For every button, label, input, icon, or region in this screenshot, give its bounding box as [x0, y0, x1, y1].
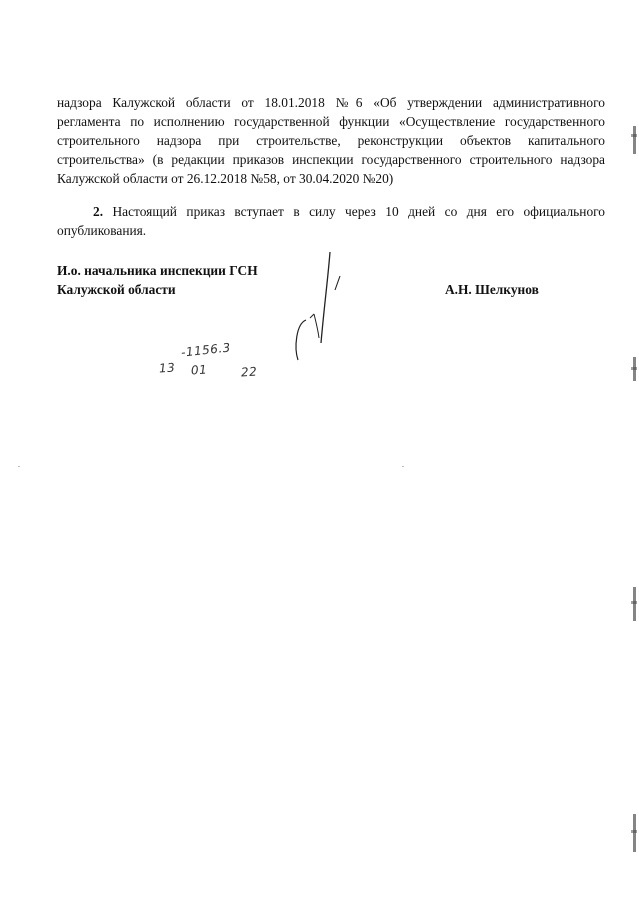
scan-speck — [18, 466, 20, 467]
scan-edge-mark — [629, 585, 639, 625]
handwritten-signature — [288, 248, 358, 368]
paragraph-2-text: Настоящий приказ вступает в силу через 10 дней со дня его официального опубликования. — [57, 204, 605, 239]
signer-name: А.Н. Шелкунов — [445, 282, 539, 297]
scan-edge-mark — [629, 355, 639, 385]
paragraph-continuation: надзора Калужской области от 18.01.2018 №6 «Об утверждении административного регламента по исполнению государственной функции «Осуществление государственного строительного надзора при строительстве, реконструкции объектов капитального строительства» (в редакции приказов инспекции государственного строительного надзора Калужской области от 26.12.2018 №58, от 30.04.2020 №20) — [57, 95, 605, 187]
signer-position-line-1: И.о. начальника инспекции ГСН — [57, 263, 258, 278]
scan-edge-mark — [629, 812, 639, 856]
signer-position — [57, 261, 258, 299]
signer-position-line-2: Калужской области — [57, 282, 176, 297]
paragraph-2-number: 2. — [93, 204, 104, 220]
scan-speck — [402, 466, 404, 467]
handwritten-year: 22 — [240, 364, 258, 380]
handwritten-reference: -1156.3 — [180, 340, 232, 360]
handwritten-month: 01 — [190, 362, 208, 378]
paragraph-2 — [57, 202, 605, 240]
handwritten-day: 13 — [158, 360, 176, 376]
scan-edge-mark — [629, 124, 639, 158]
